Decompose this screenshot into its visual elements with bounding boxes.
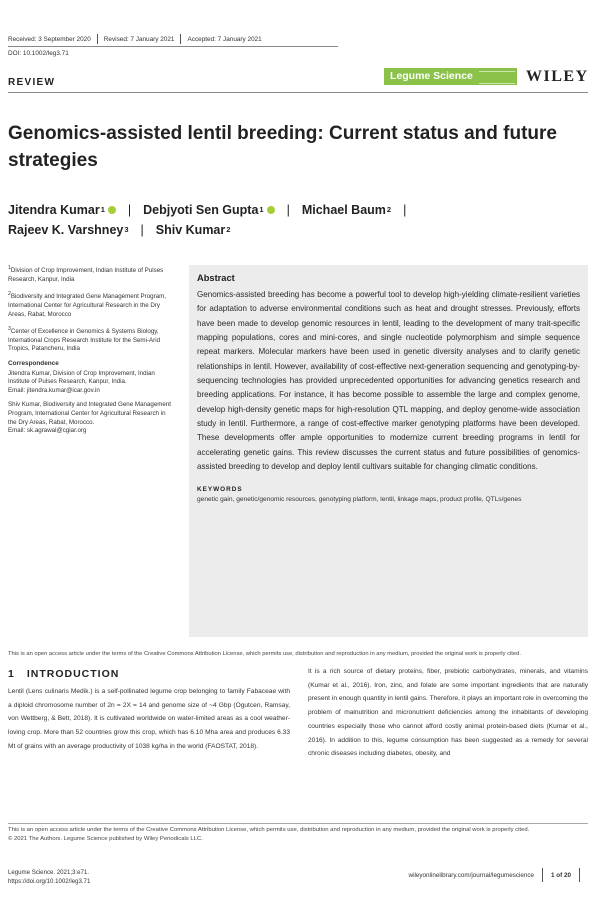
header-rule xyxy=(8,46,338,47)
author-name: Rajeev K. Varshney xyxy=(8,223,124,237)
author-name: Shiv Kumar xyxy=(155,223,226,237)
date-divider xyxy=(180,34,181,44)
abstract-text: Genomics-assisted breeding has become a powerful tool to develop high-yielding climate-resilient varieties for adaptation to adverse environmental conditions such as heat and drought stresses. Previously, efforts have been made to develop genomic resources in lentil, leading to the development of many trait-specific mapping populations, cores and mini-cores, and single nucleotide polymorphism and simple sequence repeat markers. Molecular markers have been used in genetic diversity analyses and to clarify genetic relationships in lentil. However, availability of cost-effective next-generation sequencing and genotyping-by-sequencing technologies has provided unprecedented opportunities for advancing genetics research and breeding applications. For instance, it has become possible to assemble the large and complex genome, develop high-density genetic maps for high-resolution QTL mapping, and deploy genome-wide association study in lentil. Furthermore, a range of cost-effective marker genotyping platforms have been developed. These developments offer ample opportunities to modernize current breeding programs in lentil for accelerating genetic gains. This review discusses the current status and future possibilities of genomics-assisted breeding to develop and deploy lentil cultivars suitable for changing climatic conditions. xyxy=(197,290,580,472)
orcid-icon[interactable] xyxy=(267,206,275,214)
section-label: REVIEW xyxy=(8,77,56,88)
body-column-left: Lentil (Lens culinaris Medik.) is a self-pollinated legume crop belonging to family Fabaceae with a diploid chromosome number of 2n = 2X = 14 and genome size of ~4 Gbp (Ogutcen, Ramsay, von Wettberg, & Bett, 2018). It is cultivated worldwide on water-limited areas as a cool weather-loving crop. More than 52 countries grow this crop, which has 6.10 Mha area and produces 6.33 Mt of grains with an average productivity of 1038 kg/ha in the world (FAOSTAT, 2018). xyxy=(8,688,290,750)
footer-divider xyxy=(542,868,543,882)
abstract-heading: Abstract xyxy=(197,273,235,283)
affiliation: $^2$Biodiversity and Integrated Gene Management Program, International Center for Agricultural Research in the Dry Areas, Rabat, Morocco xyxy=(8,291,166,318)
revised-date: Revised: 7 January 2021 xyxy=(103,35,175,43)
footer-doi-link[interactable]: https://doi.org/10.1002/leg3.71 xyxy=(8,878,91,885)
section-number: 1 xyxy=(8,668,15,680)
correspondence-entry: Jitendra Kumar, Division of Crop Improvement, Indian Institute of Pulses Research, Kanpur, India. Email: jitendra.kumar@icar.gov.in xyxy=(8,369,155,394)
journal-url-link[interactable]: wileyonlinelibrary.com/journal/legumescience xyxy=(408,871,535,879)
keywords-list: genetic gain, genetic/genomic resources, genotyping platform, lentil, linkage maps, product profile, QTLs/genes xyxy=(197,496,522,504)
affiliation: $^3$Center of Excellence in Genomics & Systems Biology, International Crops Research Institute for the Semi-Arid Tropics, Patancheru, India xyxy=(8,326,161,353)
license-block xyxy=(8,826,588,844)
footer-right xyxy=(409,868,588,882)
received-date: Received: 3 September 2020 xyxy=(8,35,91,43)
accepted-date: Accepted: 7 January 2021 xyxy=(187,35,262,43)
author-separator: | xyxy=(403,203,407,217)
correspondence-heading: Correspondence xyxy=(8,359,59,367)
author-name: Jitendra Kumar xyxy=(8,203,100,217)
orcid-icon[interactable] xyxy=(108,206,116,214)
submission-dates xyxy=(8,34,262,44)
author-separator: | xyxy=(140,223,144,237)
affiliation: $^1$Division of Crop Improvement, Indian Institute of Pulses Research, Kanpur, India xyxy=(8,265,164,283)
affiliations-column xyxy=(8,264,173,442)
body-column-right: It is a rich source of dietary proteins, fiber, prebiotic carbohydrates, minerals, and vitamins (Kumar et al., 2016). Iron, zinc, and folate are some important ingredients that are naturally present in enough quantity in lentil gains. Therefore, it plays an important role in overcoming the problem of malnutrition and micronutrient deficiencies among the inhabitants of developing countries especially those who cannot afford costly animal protein-based diets (Kumar et al., 2016). In addition to this, legume consumption has been suggested as a remedy for several chronic diseases including diabetes, obesity, and xyxy=(308,668,588,758)
copyright-text: © 2021 The Authors. Legume Science published by Wiley Periodicals LLC. xyxy=(8,836,203,842)
correspondence-email[interactable]: Email: sk.agrawal@cgiar.org xyxy=(8,427,87,435)
author-separator: | xyxy=(127,203,132,217)
author-affiliation-sup: 2 xyxy=(226,225,231,234)
author-affiliation-sup: 2 xyxy=(386,205,392,214)
correspondence-entry: Shiv Kumar, Biodiversity and Integrated Gene Management Program, International Center for Agricultural Research in the Dry Areas, Rabat, Morocco. Email: sk.agrawal@cgiar.org xyxy=(8,401,172,435)
section-heading-introduction xyxy=(8,668,119,680)
author-affiliation-sup: 1 xyxy=(259,205,264,214)
footer-divider xyxy=(579,868,580,882)
doi[interactable]: DOI: 10.1002/leg3.71 xyxy=(8,50,69,57)
correspondence-email[interactable]: Email: jitendra.kumar@icar.gov.in xyxy=(8,386,100,394)
keywords-heading: KEYWORDS xyxy=(197,486,243,494)
date-divider xyxy=(97,34,98,44)
author-row-2 xyxy=(8,220,588,240)
abstract-box xyxy=(189,265,588,637)
citation-text: Legume Science. 2021;3:e71. xyxy=(8,869,89,876)
author-separator: | xyxy=(286,203,290,217)
publisher-logo: WILEY xyxy=(526,68,589,85)
page-number: 1 of 20 xyxy=(551,871,571,879)
author-name: Debjyoti Sen Gupta xyxy=(143,203,259,217)
journal-logo: Legume Science xyxy=(384,68,517,85)
author-name: Michael Baum xyxy=(301,203,386,217)
license-text: This is an open access article under the terms of the Creative Commons Attribution License, which permits use, distribution and reproduction in any medium, provided the original work is properly cited. xyxy=(8,827,530,833)
section-rule xyxy=(8,92,588,93)
author-row-1 xyxy=(8,200,588,220)
license-rule xyxy=(8,823,588,824)
author-affiliation-sup: 3 xyxy=(124,225,129,234)
paper-title: Genomics-assisted lentil breeding: Current status and future strategies xyxy=(8,123,557,171)
author-list xyxy=(8,200,588,240)
author-affiliation-sup: 1 xyxy=(100,205,105,214)
section-title: INTRODUCTION xyxy=(26,668,120,680)
open-access-note: This is an open access article under the terms of the Creative Commons Attribution License, which permits use, distribution and reproduction in any medium, provided the original work is properly cited. xyxy=(8,651,521,657)
footer-citation xyxy=(8,868,90,886)
